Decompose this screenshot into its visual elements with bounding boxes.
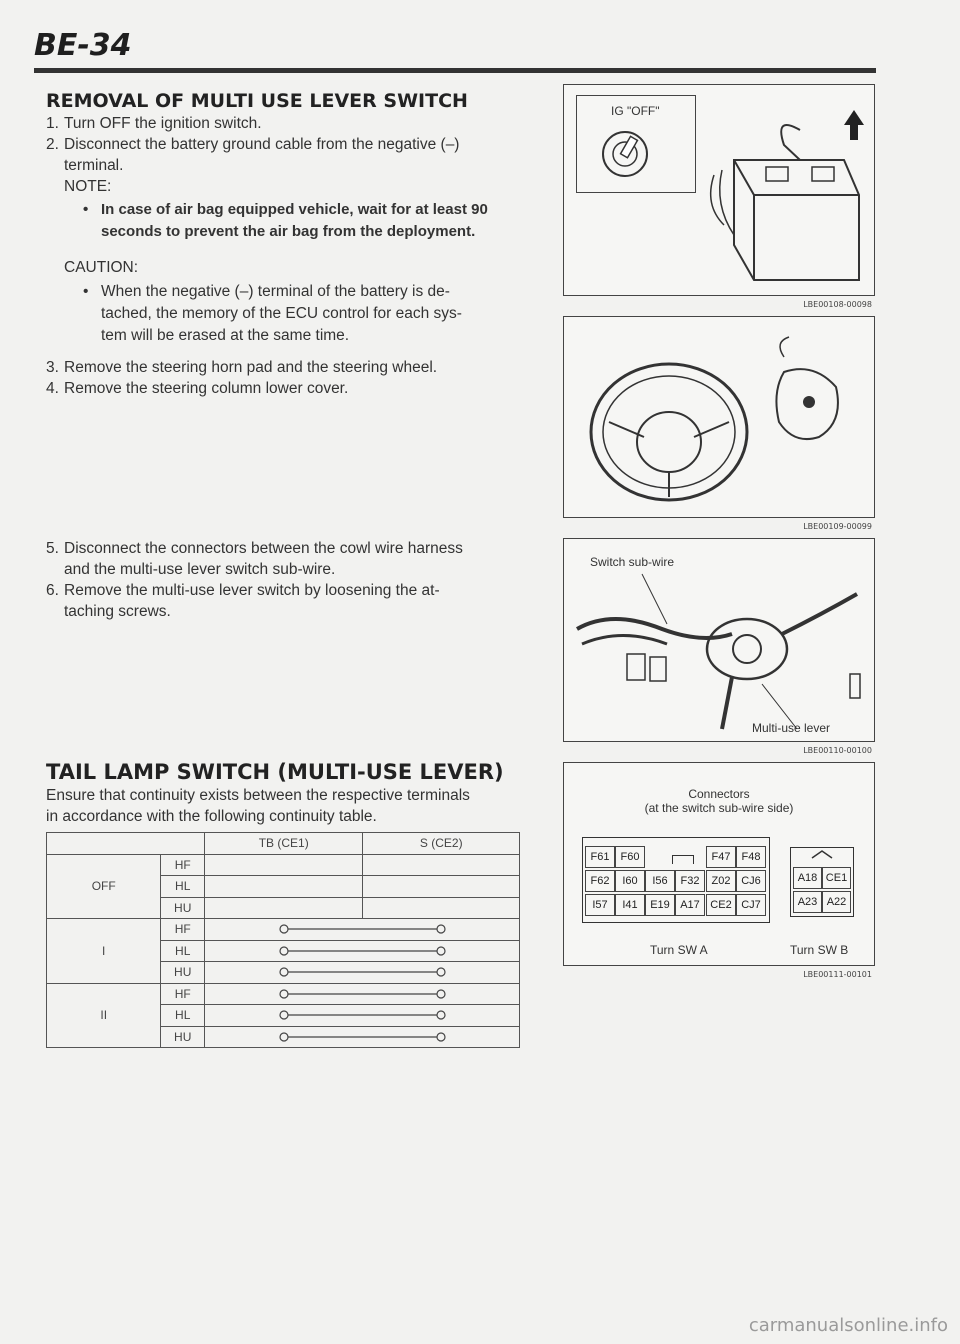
continuity-table — [46, 832, 520, 1048]
connector-key — [672, 855, 694, 864]
continuity-mark — [204, 1026, 519, 1048]
group-label-off: OFF — [47, 854, 161, 919]
pin-f47: F47 — [706, 846, 736, 868]
pin-f32: F32 — [675, 870, 705, 892]
figure-connectors — [563, 762, 875, 979]
table-row: HU — [47, 897, 520, 919]
caution-label: CAUTION: — [64, 259, 139, 276]
group-label-i: I — [47, 919, 161, 984]
continuity-line-icon — [205, 1008, 519, 1022]
continuity-line-icon — [205, 1030, 519, 1044]
pin-i56: I56 — [645, 870, 675, 892]
turn-sw-a-connector — [582, 837, 772, 933]
figure-battery — [563, 84, 875, 309]
figure-code: LBE00111-00101 — [803, 970, 872, 979]
page-id: BE-34 — [34, 28, 132, 63]
pin-f48: F48 — [736, 846, 766, 868]
group-label-ii: II — [47, 983, 161, 1048]
pin-i57: I57 — [585, 894, 615, 916]
section-title-tail-lamp: TAIL LAMP SWITCH (MULTI-USE LEVER) — [46, 760, 504, 784]
table-header — [47, 833, 520, 855]
table-row: HL — [47, 1005, 520, 1027]
section2-intro-2: in accordance with the following continuity table. — [46, 808, 377, 825]
removal-steps: 1. Turn OFF the ignition switch. 2. Disconnect the battery ground cable from the negative (–) terminal. NOTE: • In case of air bag equipped vehicle, wait for at least 90 seconds to prevent the air bag from the deployment. CAUTION: • When the negative (–) terminal of the battery is de- tached, the memory of the ECU control for each sys- tem will be erased at the same time. 3. Remove the steering horn pad and the steering wheel. 4. Remove the steering column lower cover. — [46, 113, 536, 403]
section-title-removal: REMOVAL OF MULTI USE LEVER SWITCH — [46, 90, 468, 112]
pin-a23: A23 — [793, 891, 822, 913]
caution-text-3: tem will be erased at the same time. — [101, 327, 350, 344]
turn-sw-b-connector — [790, 847, 856, 919]
table-row: HL — [47, 940, 520, 962]
figure-steering-wheel — [563, 316, 875, 531]
figure-code: LBE00108-00098 — [803, 300, 872, 309]
pin-cj7: CJ7 — [736, 894, 766, 916]
watermark: carmanualsonline.info — [748, 1315, 948, 1336]
lever-switch-icon — [572, 569, 867, 734]
continuity-mark — [204, 1005, 519, 1027]
continuity-mark — [204, 919, 519, 941]
continuity-mark — [204, 962, 519, 984]
note-text-2: seconds to prevent the air bag from the deployment. — [101, 223, 476, 240]
connectors-title: Connectors — [688, 787, 750, 801]
connectors-subtitle: (at the switch sub-wire side) — [644, 801, 794, 815]
pin-cj6: CJ6 — [736, 870, 766, 892]
continuity-line-icon — [205, 944, 519, 958]
caution-text-1: • When the negative (–) terminal of the battery is de- — [101, 281, 450, 302]
ignition-inset — [576, 95, 696, 193]
table-row: II HF — [47, 983, 520, 1005]
pin-ce2: CE2 — [706, 894, 736, 916]
removal-steps-cont: 5. Disconnect the connectors between the cowl wire harness and the multi-use lever switch sub-wire. 6. Remove the multi-use lever switch by loosening the at- taching screws. — [46, 540, 463, 620]
turn-sw-b-label: Turn SW B — [790, 943, 849, 957]
battery-icon — [694, 105, 869, 290]
turn-sw-a-label: Turn SW A — [650, 943, 708, 957]
header-rule — [34, 68, 876, 73]
pin-f60: F60 — [615, 846, 645, 868]
pin-f61: F61 — [585, 846, 615, 868]
continuity-mark — [204, 983, 519, 1005]
col-header-tb: TB (CE1) — [204, 833, 363, 855]
pin-i41: I41 — [615, 894, 645, 916]
multi-use-lever-label: Multi-use lever — [752, 721, 831, 735]
pin-i60: I60 — [615, 870, 645, 892]
switch-sub-wire-label: Switch sub-wire — [590, 555, 675, 569]
connector-latch-icon — [810, 849, 834, 859]
col-header-s: S (CE2) — [363, 833, 520, 855]
pin-a22: A22 — [822, 891, 851, 913]
section2-intro-1: Ensure that continuity exists between the respective terminals — [46, 787, 470, 804]
pin-a17: A17 — [675, 894, 705, 916]
figure-multi-use-lever — [563, 538, 875, 755]
pin-z02: Z02 — [706, 870, 736, 892]
note-text-1: • In case of air bag equipped vehicle, wait for at least 90 — [101, 199, 488, 220]
continuity-line-icon — [205, 987, 519, 1001]
pin-e19: E19 — [645, 894, 675, 916]
continuity-mark — [204, 940, 519, 962]
figure-code: LBE00109-00099 — [803, 522, 872, 531]
table-row: HU — [47, 962, 520, 984]
continuity-line-icon — [205, 922, 519, 936]
pin-ce1: CE1 — [822, 867, 851, 889]
note-label: NOTE: — [64, 178, 112, 195]
table-row: HL — [47, 876, 520, 898]
figure-code: LBE00110-00100 — [803, 746, 872, 755]
pin-f62: F62 — [585, 870, 615, 892]
pin-a18: A18 — [793, 867, 822, 889]
ig-off-label: IG "OFF" — [611, 104, 660, 118]
continuity-line-icon — [205, 965, 519, 979]
steering-wheel-icon — [574, 327, 864, 507]
ignition-key-icon — [597, 126, 657, 181]
table-row: HU — [47, 1026, 520, 1048]
table-row: I HF — [47, 919, 520, 941]
caution-text-2: tached, the memory of the ECU control for each sys- — [101, 305, 462, 322]
table-row: OFF HF — [47, 854, 520, 876]
